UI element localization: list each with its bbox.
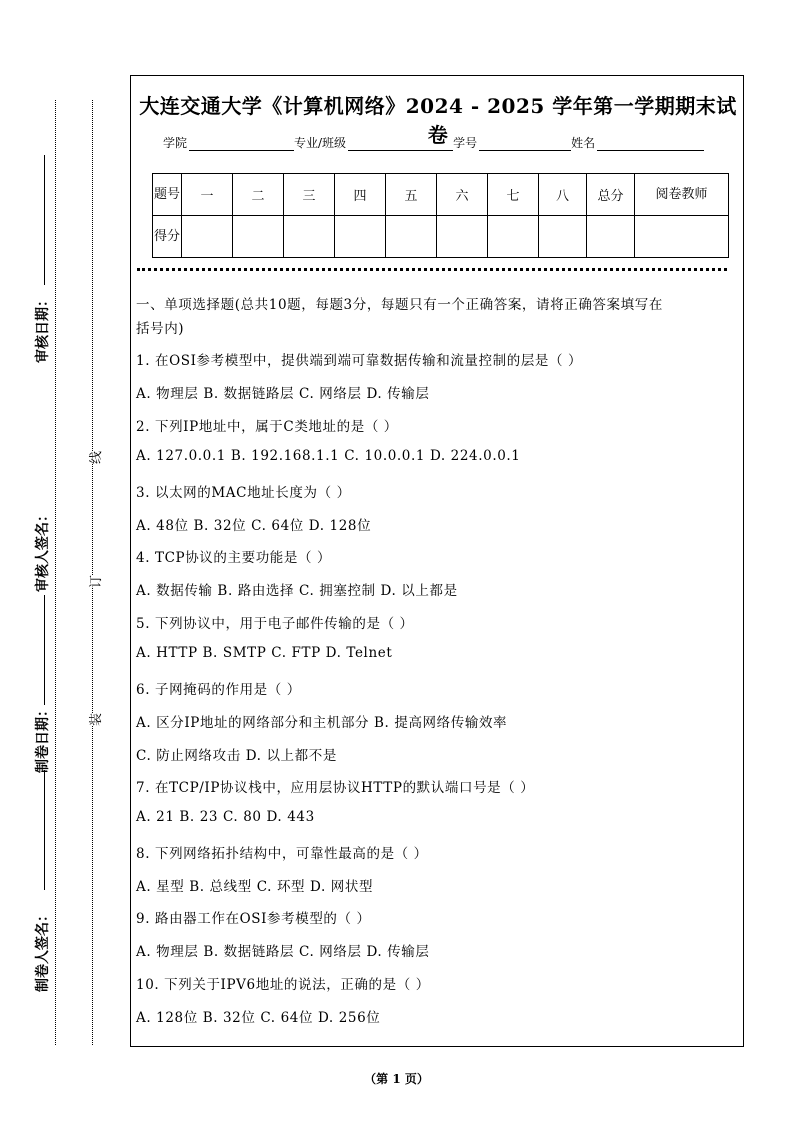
col-3: 三 — [284, 174, 335, 216]
student-id-field[interactable] — [479, 136, 571, 151]
college-label: 学院 — [163, 136, 188, 150]
score-cell[interactable] — [386, 216, 437, 258]
question-3: 3. 以太网的MAC地址长度为（ ） — [136, 485, 351, 501]
reviewer-date-underline — [44, 155, 45, 285]
page-number: （第 1 页） — [364, 1072, 429, 1086]
major-label: 专业/班级 — [294, 136, 347, 150]
options-9: A. 物理层 B. 数据链路层 C. 网络层 D. 传输层 — [136, 944, 430, 960]
options-4: A. 数据传输 B. 路由选择 C. 拥塞控制 D. 以上都是 — [136, 583, 458, 599]
col-7: 七 — [488, 174, 539, 216]
margin-inner-dotted-line — [92, 100, 93, 1045]
col-total: 总分 — [587, 174, 635, 216]
section-heading-line1: 一、单项选择题(总共10题，每题3分，每题只有一个正确答案，请将正确答案填写在 — [136, 297, 663, 313]
major-field[interactable] — [348, 136, 453, 151]
name-label: 姓名 — [571, 136, 596, 150]
score-cell[interactable] — [587, 216, 635, 258]
name-field[interactable] — [597, 136, 704, 151]
margin-char-zhuang: 装 — [85, 713, 104, 726]
exam-title: 大连交通大学《计算机网络》2024 - 2025 学年第一学期期末试卷 — [139, 94, 737, 147]
score-cell[interactable] — [284, 216, 335, 258]
college-field[interactable] — [189, 136, 294, 151]
options-6-cont: C. 防止网络攻击 D. 以上都不是 — [136, 748, 337, 764]
question-8: 8. 下列网络拓扑结构中，可靠性最高的是（ ） — [136, 846, 428, 862]
row-label-score: 得分 — [153, 216, 182, 258]
options-2: A. 127.0.0.1 B. 192.168.1.1 C. 10.0.0.1 D. 224.0.0.1 — [136, 448, 521, 464]
score-cell[interactable] — [539, 216, 587, 258]
col-6: 六 — [437, 174, 488, 216]
maker-date-underline — [44, 770, 45, 890]
question-4: 4. TCP协议的主要功能是（ ） — [136, 550, 332, 566]
options-5: A. HTTP B. SMTP C. FTP D. Telnet — [136, 645, 393, 661]
student-info-row — [163, 134, 704, 151]
col-8: 八 — [539, 174, 587, 216]
score-table-header-row — [153, 174, 729, 216]
maker-date-label: 制卷日期： — [35, 703, 51, 773]
col-4: 四 — [335, 174, 386, 216]
score-table — [152, 173, 729, 258]
question-2: 2. 下列IP地址中，属于C类地址的是（ ） — [136, 419, 398, 435]
col-5: 五 — [386, 174, 437, 216]
student-id-label: 学号 — [453, 136, 478, 150]
question-9: 9. 路由器工作在OSI参考模型的（ ） — [136, 911, 371, 927]
margin-char-xian: 线 — [85, 451, 104, 464]
col-grader: 阅卷教师 — [635, 174, 729, 216]
options-8: A. 星型 B. 总线型 C. 环型 D. 网状型 — [136, 879, 374, 895]
question-6: 6. 子网掩码的作用是（ ） — [136, 682, 301, 698]
question-7: 7. 在TCP/IP协议栈中，应用层协议HTTP的默认端口号是（ ） — [136, 780, 535, 796]
score-cell[interactable] — [635, 216, 729, 258]
margin-outer-dotted-line — [55, 100, 56, 1045]
col-1: 一 — [182, 174, 233, 216]
score-table-score-row — [153, 216, 729, 258]
question-5: 5. 下列协议中，用于电子邮件传输的是（ ） — [136, 616, 414, 632]
section-heading-line2: 括号内) — [136, 321, 185, 337]
section-separator — [137, 268, 727, 271]
reviewer-date-label: 审核日期： — [35, 293, 51, 363]
score-cell[interactable] — [437, 216, 488, 258]
options-3: A. 48位 B. 32位 C. 64位 D. 128位 — [136, 518, 372, 534]
question-1: 1. 在OSI参考模型中，提供端到端可靠数据传输和流量控制的层是（ ） — [136, 353, 583, 369]
maker-sign-label: 制卷人签名： — [35, 908, 51, 992]
options-10: A. 128位 B. 32位 C. 64位 D. 256位 — [136, 1010, 381, 1026]
score-cell[interactable] — [233, 216, 284, 258]
reviewer-sign-label: 审核人签名： — [35, 508, 51, 592]
score-cell[interactable] — [488, 216, 539, 258]
score-cell[interactable] — [335, 216, 386, 258]
options-1: A. 物理层 B. 数据链路层 C. 网络层 D. 传输层 — [136, 386, 430, 402]
exam-frame — [130, 75, 744, 1047]
score-cell[interactable] — [182, 216, 233, 258]
margin-char-ding: 订 — [85, 575, 104, 588]
row-label-question-no: 题号 — [153, 174, 182, 216]
options-7: A. 21 B. 23 C. 80 D. 443 — [136, 809, 315, 825]
reviewer-sign-underline — [44, 595, 45, 705]
question-10: 10. 下列关于IPV6地址的说法，正确的是（ ） — [136, 977, 430, 993]
options-6: A. 区分IP地址的网络部分和主机部分 B. 提高网络传输效率 — [136, 715, 508, 731]
col-2: 二 — [233, 174, 284, 216]
